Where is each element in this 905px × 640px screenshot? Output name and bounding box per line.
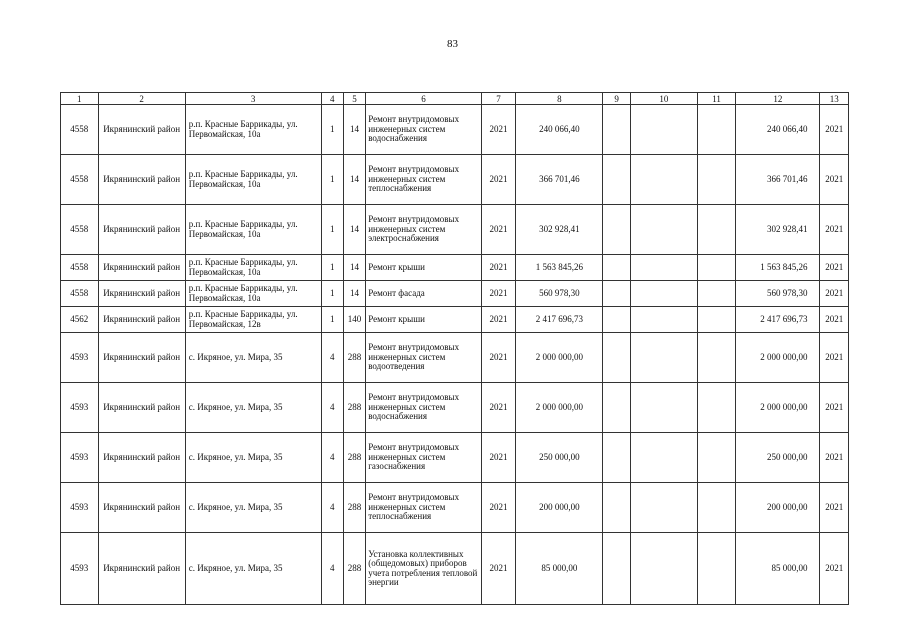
cell-id: 4593 <box>61 533 99 605</box>
cell-c4: 4 <box>321 533 343 605</box>
cell-c9 <box>603 383 630 433</box>
cell-c4: 1 <box>321 307 343 333</box>
cell-c10 <box>630 533 697 605</box>
cell-year: 2021 <box>481 281 515 307</box>
cell-c4: 1 <box>321 255 343 281</box>
cell-work: Ремонт внутридомовых инженерных систем газоснабжения <box>366 433 482 483</box>
cell-id: 4558 <box>61 281 99 307</box>
table-row <box>61 333 849 383</box>
cell-c11 <box>697 205 736 255</box>
cell-district: Икрянинский район <box>98 333 185 383</box>
cell-district: Икрянинский район <box>98 383 185 433</box>
cell-year-end: 2021 <box>820 155 849 205</box>
cell-c9 <box>603 255 630 281</box>
cell-c9 <box>603 333 630 383</box>
cell-c5: 288 <box>343 433 365 483</box>
cell-total: 2 000 000,00 <box>736 383 820 433</box>
cell-sum: 560 978,30 <box>516 281 603 307</box>
cell-district: Икрянинский район <box>98 155 185 205</box>
cell-year: 2021 <box>481 483 515 533</box>
cell-total: 240 066,40 <box>736 105 820 155</box>
cell-c9 <box>603 105 630 155</box>
table-row <box>61 533 849 605</box>
cell-work: Ремонт внутридомовых инженерных систем водоотведения <box>366 333 482 383</box>
cell-year: 2021 <box>481 307 515 333</box>
header-cell: 9 <box>603 93 630 105</box>
header-cell: 4 <box>321 93 343 105</box>
cell-id: 4593 <box>61 433 99 483</box>
cell-work: Ремонт фасада <box>366 281 482 307</box>
cell-c5: 288 <box>343 533 365 605</box>
cell-year: 2021 <box>481 255 515 281</box>
table-row <box>61 383 849 433</box>
table-row <box>61 205 849 255</box>
cell-total: 1 563 845,26 <box>736 255 820 281</box>
cell-year-end: 2021 <box>820 105 849 155</box>
cell-c9 <box>603 155 630 205</box>
header-cell: 13 <box>820 93 849 105</box>
header-cell: 2 <box>98 93 185 105</box>
cell-year: 2021 <box>481 433 515 483</box>
header-cell: 7 <box>481 93 515 105</box>
cell-c11 <box>697 333 736 383</box>
cell-work: Ремонт внутридомовых инженерных систем теплоснабжения <box>366 155 482 205</box>
table-row <box>61 433 849 483</box>
cell-c4: 4 <box>321 333 343 383</box>
table-row <box>61 105 849 155</box>
cell-district: Икрянинский район <box>98 205 185 255</box>
cell-district: Икрянинский район <box>98 533 185 605</box>
cell-c9 <box>603 205 630 255</box>
page-number: 83 <box>447 38 458 50</box>
cell-year-end: 2021 <box>820 333 849 383</box>
cell-id: 4558 <box>61 205 99 255</box>
cell-total: 200 000,00 <box>736 483 820 533</box>
cell-c4: 1 <box>321 105 343 155</box>
cell-c11 <box>697 533 736 605</box>
cell-total: 2 417 696,73 <box>736 307 820 333</box>
cell-c5: 14 <box>343 255 365 281</box>
header-cell: 11 <box>697 93 736 105</box>
cell-sum: 200 000,00 <box>516 483 603 533</box>
cell-c9 <box>603 281 630 307</box>
cell-district: Икрянинский район <box>98 307 185 333</box>
works-table <box>60 92 849 605</box>
cell-total: 560 978,30 <box>736 281 820 307</box>
cell-year-end: 2021 <box>820 483 849 533</box>
cell-c5: 14 <box>343 155 365 205</box>
cell-c5: 14 <box>343 205 365 255</box>
cell-c11 <box>697 433 736 483</box>
cell-district: Икрянинский район <box>98 433 185 483</box>
cell-c4: 4 <box>321 483 343 533</box>
cell-year-end: 2021 <box>820 255 849 281</box>
cell-sum: 2 417 696,73 <box>516 307 603 333</box>
cell-c10 <box>630 433 697 483</box>
table-row <box>61 307 849 333</box>
cell-c4: 4 <box>321 433 343 483</box>
cell-year: 2021 <box>481 383 515 433</box>
cell-work: Ремонт внутридомовых инженерных систем водоснабжения <box>366 105 482 155</box>
cell-district: Икрянинский район <box>98 105 185 155</box>
cell-c11 <box>697 155 736 205</box>
cell-sum: 2 000 000,00 <box>516 383 603 433</box>
table-row <box>61 255 849 281</box>
cell-year-end: 2021 <box>820 433 849 483</box>
cell-year-end: 2021 <box>820 205 849 255</box>
cell-c4: 4 <box>321 383 343 433</box>
cell-id: 4593 <box>61 483 99 533</box>
cell-total: 2 000 000,00 <box>736 333 820 383</box>
cell-c10 <box>630 205 697 255</box>
cell-address: р.п. Красные Баррикады, ул. Первомайская, 10а <box>185 155 321 205</box>
cell-year: 2021 <box>481 533 515 605</box>
cell-year: 2021 <box>481 333 515 383</box>
cell-address: р.п. Красные Баррикады, ул. Первомайская, 10а <box>185 255 321 281</box>
cell-year-end: 2021 <box>820 383 849 433</box>
cell-work: Ремонт внутридомовых инженерных систем электроснабжения <box>366 205 482 255</box>
cell-address: с. Икряное, ул. Мира, 35 <box>185 533 321 605</box>
header-cell: 10 <box>630 93 697 105</box>
cell-c11 <box>697 105 736 155</box>
cell-c4: 1 <box>321 155 343 205</box>
cell-c5: 288 <box>343 483 365 533</box>
cell-id: 4558 <box>61 255 99 281</box>
cell-c5: 14 <box>343 281 365 307</box>
cell-district: Икрянинский район <box>98 483 185 533</box>
cell-sum: 1 563 845,26 <box>516 255 603 281</box>
cell-address: р.п. Красные Баррикады, ул. Первомайская, 10а <box>185 205 321 255</box>
cell-sum: 85 000,00 <box>516 533 603 605</box>
cell-c11 <box>697 255 736 281</box>
header-cell: 6 <box>366 93 482 105</box>
cell-address: с. Икряное, ул. Мира, 35 <box>185 483 321 533</box>
cell-c5: 288 <box>343 383 365 433</box>
cell-year-end: 2021 <box>820 307 849 333</box>
cell-work: Установка коллективных (общедомовых) приборов учета потребления тепловой энергии <box>366 533 482 605</box>
table-row <box>61 483 849 533</box>
cell-c5: 140 <box>343 307 365 333</box>
cell-c9 <box>603 533 630 605</box>
cell-work: Ремонт внутридомовых инженерных систем водоснабжения <box>366 383 482 433</box>
cell-c11 <box>697 483 736 533</box>
cell-c9 <box>603 433 630 483</box>
cell-id: 4558 <box>61 105 99 155</box>
cell-work: Ремонт крыши <box>366 255 482 281</box>
header-cell: 5 <box>343 93 365 105</box>
header-cell: 1 <box>61 93 99 105</box>
cell-c4: 1 <box>321 205 343 255</box>
cell-year: 2021 <box>481 205 515 255</box>
cell-id: 4562 <box>61 307 99 333</box>
cell-total: 366 701,46 <box>736 155 820 205</box>
cell-address: с. Икряное, ул. Мира, 35 <box>185 433 321 483</box>
cell-c11 <box>697 281 736 307</box>
cell-work: Ремонт внутридомовых инженерных систем теплоснабжения <box>366 483 482 533</box>
cell-district: Икрянинский район <box>98 255 185 281</box>
header-cell: 3 <box>185 93 321 105</box>
cell-sum: 302 928,41 <box>516 205 603 255</box>
cell-sum: 250 000,00 <box>516 433 603 483</box>
cell-address: с. Икряное, ул. Мира, 35 <box>185 383 321 433</box>
cell-c5: 14 <box>343 105 365 155</box>
cell-work: Ремонт крыши <box>366 307 482 333</box>
header-cell: 8 <box>516 93 603 105</box>
cell-c10 <box>630 281 697 307</box>
cell-c5: 288 <box>343 333 365 383</box>
cell-sum: 2 000 000,00 <box>516 333 603 383</box>
cell-total: 250 000,00 <box>736 433 820 483</box>
header-cell: 12 <box>736 93 820 105</box>
cell-year: 2021 <box>481 105 515 155</box>
cell-address: р.п. Красные Баррикады, ул. Первомайская, 12в <box>185 307 321 333</box>
cell-district: Икрянинский район <box>98 281 185 307</box>
cell-address: р.п. Красные Баррикады, ул. Первомайская, 10а <box>185 105 321 155</box>
cell-c10 <box>630 105 697 155</box>
cell-sum: 240 066,40 <box>516 105 603 155</box>
cell-c10 <box>630 333 697 383</box>
cell-total: 302 928,41 <box>736 205 820 255</box>
cell-c9 <box>603 307 630 333</box>
cell-c10 <box>630 155 697 205</box>
cell-c9 <box>603 483 630 533</box>
cell-year-end: 2021 <box>820 533 849 605</box>
cell-total: 85 000,00 <box>736 533 820 605</box>
cell-c11 <box>697 383 736 433</box>
cell-c4: 1 <box>321 281 343 307</box>
cell-year: 2021 <box>481 155 515 205</box>
cell-address: с. Икряное, ул. Мира, 35 <box>185 333 321 383</box>
cell-address: р.п. Красные Баррикады, ул. Первомайская, 10а <box>185 281 321 307</box>
cell-year-end: 2021 <box>820 281 849 307</box>
cell-c10 <box>630 307 697 333</box>
table-row <box>61 281 849 307</box>
cell-id: 4593 <box>61 383 99 433</box>
cell-id: 4558 <box>61 155 99 205</box>
table-header-row <box>61 93 849 105</box>
cell-id: 4593 <box>61 333 99 383</box>
cell-c10 <box>630 383 697 433</box>
cell-sum: 366 701,46 <box>516 155 603 205</box>
cell-c11 <box>697 307 736 333</box>
cell-c10 <box>630 255 697 281</box>
cell-c10 <box>630 483 697 533</box>
table-row <box>61 155 849 205</box>
